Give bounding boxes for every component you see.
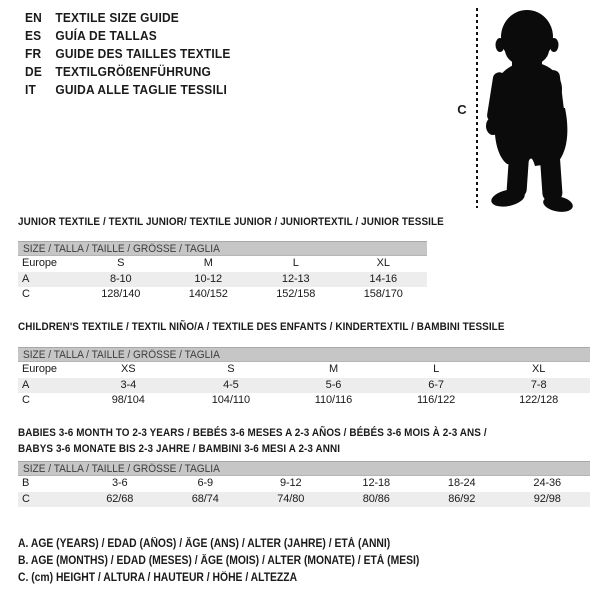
row-value: S <box>117 257 125 269</box>
table-title-line: CHILDREN'S TEXTILE / TEXTIL NIÑO/A / TEXTILE DES ENFANTS / KINDERTEXTIL / BAMBINI TESSILE <box>18 321 505 333</box>
toddler-silhouette-icon <box>485 6 595 214</box>
language-title: GUIDA ALLE TAGLIE TESSILI <box>55 81 227 97</box>
size-header-bar: SIZE / TALLA / TAILLE / GRÖSSE / TAGLIA <box>18 347 590 362</box>
row-value: 68/74 <box>191 492 219 505</box>
size-header-bar: SIZE / TALLA / TAILLE / GRÖSSE / TAGLIA <box>18 241 427 256</box>
language-line <box>25 44 231 62</box>
table-row <box>18 492 590 508</box>
row-value: 98/104 <box>111 394 145 406</box>
table-row <box>18 272 427 288</box>
row-value: 62/68 <box>106 492 134 505</box>
table-row <box>18 256 427 272</box>
legend-line: B. AGE (MONTHS) / EDAD (MESES) / ÂGE (MOIS) / ALTER (MONATE) / ETÀ (MESI) <box>18 555 420 567</box>
row-value: 92/98 <box>533 492 561 505</box>
language-title: GUÍA DE TALLAS <box>55 27 157 43</box>
children-size-table <box>18 347 590 409</box>
row-value: 8-10 <box>109 272 132 285</box>
height-dashed-line <box>476 8 478 208</box>
row-value: 128/140 <box>101 288 141 300</box>
row-value: 122/128 <box>519 394 559 406</box>
language-code: EN <box>25 9 42 25</box>
row-value: 86/92 <box>448 492 476 505</box>
language-code: ES <box>25 27 42 43</box>
row-value: M <box>328 363 339 375</box>
row-label: Europe <box>22 363 57 375</box>
row-value: 140/152 <box>188 288 228 300</box>
legend-line: C. (cm) HEIGHT / ALTURA / HAUTEUR / HÖHE / ALTEZZA <box>18 572 298 584</box>
language-line <box>25 80 231 98</box>
row-value: S <box>227 363 235 375</box>
row-value: M <box>203 257 213 269</box>
table-row <box>18 393 590 409</box>
row-value: 14-16 <box>369 272 398 285</box>
junior-table-title <box>18 215 491 231</box>
junior-size-table <box>18 241 427 303</box>
children-table-title <box>18 320 559 336</box>
language-line <box>25 8 231 26</box>
size-header-bar: SIZE / TALLA / TAILLE / GRÖSSE / TAGLIA <box>18 461 590 476</box>
table-title-line: BABIES 3-6 MONTH TO 2-3 YEARS / BEBÉS 3-6 MESES A 2-3 AÑOS / BÉBÉS 3-6 MOIS À 2-3 ANS / <box>18 427 487 439</box>
table-title-line: BABYS 3-6 MONATE BIS 2-3 JAHRE / BAMBINI 3-6 MESI A 2-3 ANNI <box>18 442 341 455</box>
language-line <box>25 62 231 80</box>
babies-size-table <box>18 461 590 507</box>
table-row <box>18 287 427 303</box>
row-label: B <box>22 477 30 489</box>
row-value: 4-5 <box>223 378 239 391</box>
table-row <box>18 378 590 394</box>
row-value: 80/86 <box>362 492 390 505</box>
babies-table-title <box>18 426 539 457</box>
language-code: DE <box>25 63 42 79</box>
row-value: 18-24 <box>447 477 476 489</box>
language-line <box>25 26 231 44</box>
table-title-line: JUNIOR TEXTILE / TEXTIL JUNIOR/ TEXTILE JUNIOR / JUNIORTEXTIL / JUNIOR TESSILE <box>18 216 444 228</box>
row-value: 104/110 <box>211 394 251 406</box>
row-value: 3-4 <box>120 378 137 391</box>
language-title: GUIDE DES TAILLES TEXTILE <box>55 45 231 61</box>
row-label: A <box>22 272 30 285</box>
language-code: FR <box>25 45 42 61</box>
language-title: TEXTILGRÖßENFÜHRUNG <box>55 63 212 79</box>
row-value: 7-8 <box>530 378 547 391</box>
row-value: XL <box>376 257 390 269</box>
language-code: IT <box>25 81 36 97</box>
measure-legend <box>18 536 464 587</box>
row-value: XL <box>532 363 546 375</box>
row-value: 110/116 <box>314 394 353 406</box>
legend-line: A. AGE (YEARS) / EDAD (AÑOS) / ÂGE (ANS) / ALTER (JAHRE) / ETÀ (ANNI) <box>18 538 391 550</box>
row-value: 9-12 <box>279 477 302 489</box>
row-value: 10-12 <box>194 272 223 285</box>
language-title: TEXTILE SIZE GUIDE <box>55 9 179 25</box>
row-value: 6-7 <box>428 378 444 391</box>
row-value: 6-9 <box>197 477 214 489</box>
language-list <box>25 8 248 98</box>
row-label: C <box>22 492 30 505</box>
row-value: 74/80 <box>277 492 305 505</box>
table-row <box>18 362 590 378</box>
row-value: 12-18 <box>362 477 391 489</box>
table-row <box>18 476 590 492</box>
row-value: 3-6 <box>111 477 128 489</box>
row-value: L <box>292 257 299 269</box>
row-label: A <box>22 378 30 391</box>
row-value: XS <box>121 363 136 375</box>
row-value: L <box>433 363 440 375</box>
row-value: 24-36 <box>533 477 562 489</box>
row-value: 116/122 <box>416 394 456 406</box>
row-value: 12-13 <box>281 272 310 285</box>
height-reference-figure <box>445 4 597 216</box>
row-value: 158/170 <box>363 288 403 300</box>
row-label: Europe <box>22 257 57 269</box>
row-label: C <box>22 394 30 406</box>
height-measure-label: C <box>457 102 467 117</box>
row-value: 5-6 <box>325 378 342 391</box>
row-label: C <box>22 288 30 300</box>
row-value: 152/158 <box>276 288 316 300</box>
